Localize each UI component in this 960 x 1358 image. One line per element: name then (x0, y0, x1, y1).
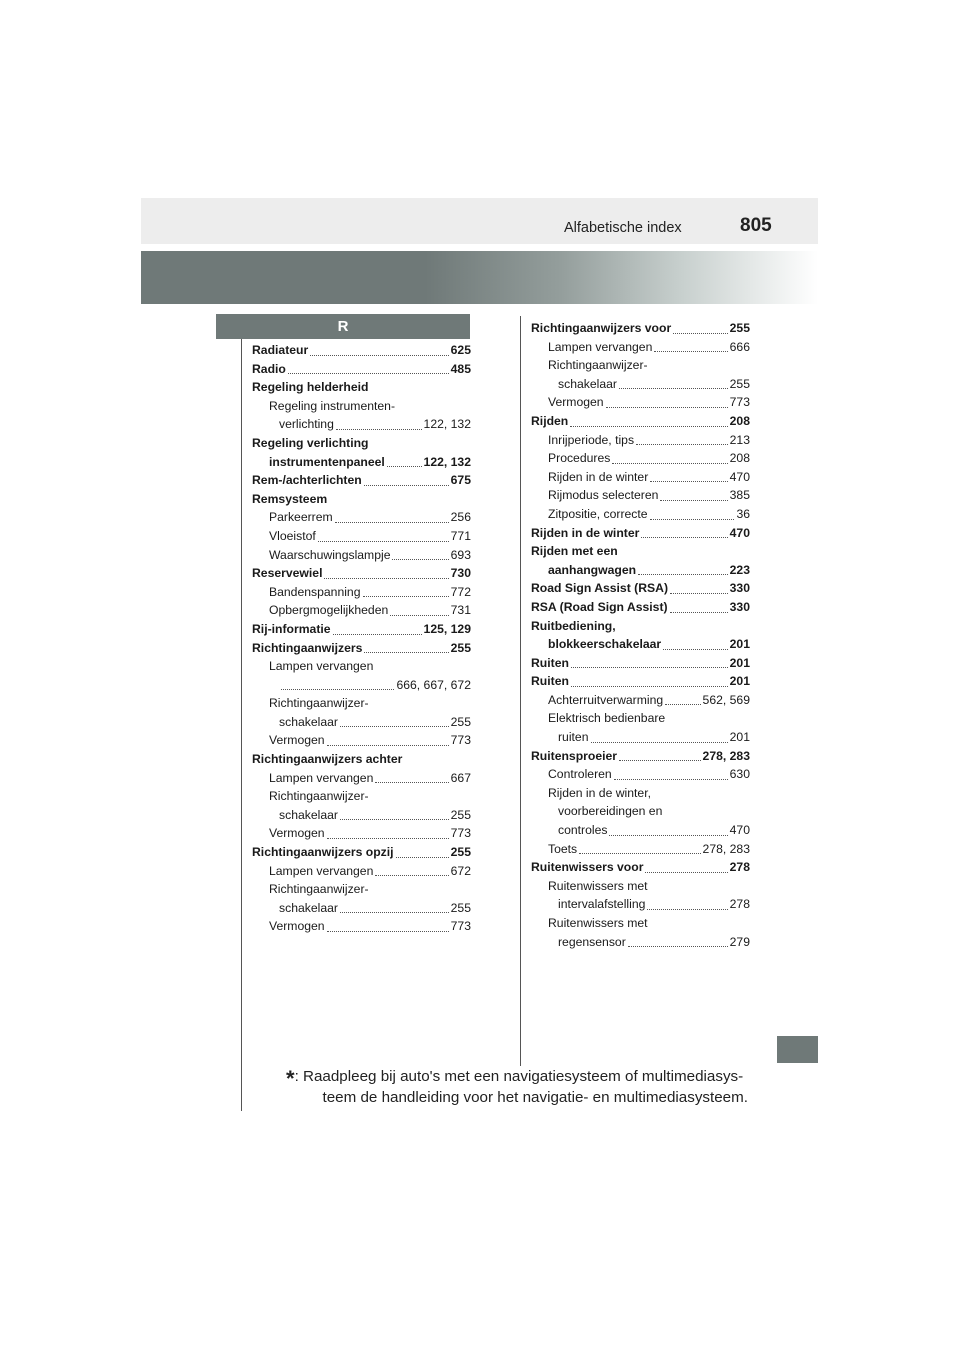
index-entry (252, 341, 471, 360)
index-entry (531, 356, 750, 375)
dot-leader (571, 667, 728, 668)
index-term: Lampen vervangen (548, 339, 653, 354)
index-page-ref[interactable]: 773 (450, 826, 471, 841)
index-entry (531, 784, 750, 803)
dot-leader (636, 444, 728, 445)
index-term: Richtingaanwijzers achter (252, 752, 403, 767)
index-term: Vermogen (269, 826, 325, 841)
index-term: aanhangwagen (548, 562, 637, 577)
index-term: Lampen vervangen (269, 659, 374, 674)
index-entry (531, 858, 750, 877)
dot-leader (638, 574, 728, 575)
dot-leader (375, 782, 448, 783)
footnote (286, 1066, 748, 1108)
index-term: Rij-informatie (252, 621, 331, 636)
index-page-ref[interactable]: 675 (450, 473, 471, 488)
dot-leader (645, 872, 727, 873)
index-page-ref[interactable]: 470 (729, 525, 750, 540)
index-term: schakelaar (279, 900, 338, 915)
index-entry (252, 434, 471, 453)
index-term: Richtingaanwijzers opzij (252, 845, 394, 860)
dot-leader (375, 875, 448, 876)
index-entry (531, 412, 750, 431)
dot-leader (288, 373, 449, 374)
dot-leader (670, 612, 728, 613)
index-term: voorbereidingen en (558, 804, 663, 819)
index-page-ref[interactable]: 279 (729, 934, 750, 949)
index-term: Remsysteem (252, 491, 328, 506)
header-band (141, 198, 818, 244)
index-page-ref[interactable]: 122, 132 (423, 454, 471, 469)
index-entry (531, 840, 750, 859)
index-term: regensensor (558, 934, 626, 949)
index-page-ref[interactable]: 772 (450, 584, 471, 599)
index-entry (531, 524, 750, 543)
index-page-ref[interactable]: 771 (450, 528, 471, 543)
index-entry (531, 338, 750, 357)
index-term: Ruitenwissers met (548, 916, 648, 930)
dot-leader (591, 742, 728, 743)
index-term: Zitpositie, correcte (548, 506, 648, 521)
index-page-ref[interactable]: 278 (729, 897, 750, 912)
dot-leader (619, 760, 701, 761)
dot-leader (647, 909, 727, 910)
index-entry (531, 598, 750, 617)
index-entry (252, 880, 471, 899)
index-page-ref[interactable]: 255 (729, 376, 750, 391)
dot-leader (641, 537, 727, 538)
index-entry (531, 914, 750, 933)
dot-leader (318, 541, 449, 542)
index-entry (252, 694, 471, 713)
index-term: Richtingaanwijzer- (269, 789, 369, 804)
dot-leader (663, 649, 728, 650)
index-page-ref[interactable]: 255 (450, 900, 471, 915)
index-entry (531, 877, 750, 896)
dot-leader (650, 519, 735, 520)
index-page-ref[interactable]: 208 (729, 413, 750, 428)
dot-leader (363, 596, 449, 597)
footnote-text-1: : Raadpleeg bij auto's met een navigatiesysteem of multimediasys- (294, 1068, 744, 1085)
dot-leader (570, 426, 727, 427)
index-page-ref[interactable]: 255 (450, 807, 471, 822)
dot-leader (364, 485, 449, 486)
index-page-ref[interactable]: 201 (729, 730, 750, 745)
index-term: Ruitenwissers met (548, 878, 648, 893)
index-page-ref[interactable]: 330 (729, 599, 750, 614)
index-entry (531, 728, 750, 747)
dot-leader (327, 931, 449, 932)
index-entry (252, 639, 471, 658)
index-entry (252, 546, 471, 565)
index-entry (531, 468, 750, 487)
index-term: Toets (548, 841, 578, 856)
dot-leader (335, 522, 449, 523)
index-term: Richtingaanwijzer- (548, 358, 648, 373)
index-page-ref[interactable]: 667 (450, 770, 471, 785)
index-term: instrumentenpaneel (269, 454, 385, 469)
index-entry (531, 579, 750, 598)
dot-leader (340, 912, 449, 913)
index-term: Rijden (531, 413, 569, 428)
index-entry (252, 824, 471, 843)
dot-leader (619, 388, 728, 389)
dot-leader (340, 819, 449, 820)
index-entry (531, 542, 750, 561)
index-term: Richtingaanwijzers voor (531, 321, 672, 335)
index-entry (531, 617, 750, 636)
index-entry (531, 486, 750, 505)
index-page-ref[interactable]: 730 (450, 566, 471, 581)
index-entry (531, 449, 750, 468)
dot-leader (670, 593, 728, 594)
dot-leader (650, 481, 727, 482)
index-term: Regeling helderheid (252, 380, 369, 395)
index-term: Opbergmogelijkheden (269, 603, 389, 618)
index-term: Vermogen (269, 733, 325, 748)
index-page-ref[interactable]: 278 (729, 860, 750, 875)
index-entry (252, 583, 471, 602)
dot-leader (364, 652, 448, 653)
index-term: schakelaar (279, 714, 338, 729)
index-entry (531, 709, 750, 728)
index-entry (252, 601, 471, 620)
index-entry (252, 731, 471, 750)
index-entry (252, 843, 471, 862)
index-entry (531, 431, 750, 450)
dot-leader (336, 429, 422, 430)
dot-leader (387, 466, 422, 467)
index-page-ref[interactable]: 666, 667, 672 (396, 677, 471, 692)
index-entry (252, 397, 471, 416)
dot-leader (665, 704, 700, 705)
index-entry (252, 564, 471, 583)
index-page-ref[interactable]: 201 (729, 655, 750, 670)
index-entry (531, 635, 750, 654)
index-page-ref[interactable]: 213 (729, 432, 750, 447)
dot-leader (606, 407, 728, 408)
index-term: Reservewiel (252, 566, 323, 581)
dot-leader (654, 351, 727, 352)
index-term: Lampen vervangen (269, 770, 374, 785)
index-page-ref[interactable]: 278, 283 (702, 748, 750, 763)
dot-leader (327, 745, 449, 746)
index-entry (252, 415, 471, 434)
index-column-right (531, 319, 750, 951)
index-term: Vermogen (269, 919, 325, 934)
index-page-ref[interactable]: 122, 132 (423, 417, 471, 432)
index-entry (252, 750, 471, 769)
index-term: Elektrisch bedienbare (548, 711, 666, 726)
index-entry (252, 769, 471, 788)
index-term: Ruitensproeier (531, 748, 618, 763)
index-term: Lampen vervangen (269, 863, 374, 878)
index-entry (531, 691, 750, 710)
index-page-ref[interactable]: 125, 129 (423, 621, 471, 636)
index-entry (531, 375, 750, 394)
index-term: Vloeistof (269, 528, 316, 543)
index-term: Ruitbediening, (531, 618, 616, 633)
dot-leader (340, 726, 449, 727)
index-term: Regeling instrumenten- (269, 398, 396, 413)
index-entry (531, 561, 750, 580)
index-page-ref[interactable]: 201 (729, 674, 750, 689)
footnote-line-1 (286, 1066, 748, 1091)
index-entry (531, 505, 750, 524)
dot-leader (673, 333, 727, 334)
index-entry (252, 508, 471, 527)
index-term: Richtingaanwijzer- (269, 696, 369, 711)
index-term: Rem-/achterlichten (252, 473, 362, 488)
index-term: ruiten (558, 730, 589, 745)
index-term: Vermogen (548, 395, 604, 410)
dot-leader (579, 853, 700, 854)
index-page-ref[interactable]: 255 (450, 845, 471, 860)
index-page-ref[interactable]: 330 (729, 581, 750, 596)
index-entry (252, 527, 471, 546)
index-entry (531, 802, 750, 821)
dot-leader (609, 835, 727, 836)
index-term: Richtingaanwijzers (252, 640, 363, 655)
index-entry (252, 657, 471, 676)
index-term: Procedures (548, 451, 611, 466)
index-term: Parkeerrem (269, 510, 333, 525)
index-term: Ruiten (531, 655, 569, 670)
dot-leader (390, 615, 448, 616)
index-page-ref[interactable]: 201 (729, 637, 750, 652)
index-term: schakelaar (558, 376, 617, 391)
index-page-ref[interactable]: 666 (729, 339, 750, 354)
footnote-marker: * (286, 1066, 295, 1091)
index-page-ref[interactable]: 731 (450, 603, 471, 618)
index-term: Ruitenwissers voor (531, 860, 644, 875)
index-entry (252, 620, 471, 639)
index-entry (252, 676, 471, 695)
section-letter-band: R (216, 314, 470, 339)
index-page-ref[interactable]: 693 (450, 547, 471, 562)
index-term: Inrijperiode, tips (548, 432, 635, 447)
index-entry (252, 917, 471, 936)
decorative-gradient-band (141, 251, 818, 304)
index-term: Richtingaanwijzer- (269, 882, 369, 897)
dot-leader (396, 857, 449, 858)
index-page-ref[interactable]: 773 (729, 395, 750, 410)
index-term: Rijden in de winter (531, 525, 640, 540)
index-entry (252, 471, 471, 490)
dot-leader (333, 634, 422, 635)
index-term: Bandenspanning (269, 584, 361, 599)
index-term: Rijden in de winter, (548, 785, 651, 800)
header-title: Alfabetische index (564, 220, 682, 236)
index-term: Ruiten (531, 674, 569, 689)
index-page-ref[interactable]: 255 (729, 321, 750, 335)
dot-leader (612, 463, 727, 464)
index-page-ref[interactable]: 470 (729, 823, 750, 838)
column-left-divider (241, 339, 242, 1111)
dot-leader (660, 500, 727, 501)
index-entry (531, 895, 750, 914)
index-term: Waarschuwingslampje (269, 547, 391, 562)
index-entry (531, 821, 750, 840)
dot-leader (310, 355, 448, 356)
index-entry (531, 672, 750, 691)
index-term: Regeling verlichting (252, 435, 369, 450)
index-page-ref[interactable]: 773 (450, 733, 471, 748)
index-term: Radio (252, 361, 286, 376)
index-entry (252, 899, 471, 918)
index-column-left (252, 341, 471, 936)
index-page-ref[interactable]: 625 (450, 343, 471, 357)
column-middle-divider (520, 316, 521, 1066)
page-number: 805 (740, 215, 772, 236)
index-term: Radiateur (252, 343, 309, 357)
index-term: Road Sign Assist (RSA) (531, 581, 669, 596)
index-page-ref[interactable]: 36 (736, 506, 750, 521)
index-term: Achterruitverwarming (548, 692, 664, 707)
index-term: Rijden met een (531, 544, 618, 559)
index-entry (531, 933, 750, 952)
index-entry (531, 654, 750, 673)
dot-leader (614, 779, 728, 780)
index-entry (252, 787, 471, 806)
index-page-ref[interactable]: 672 (450, 863, 471, 878)
index-page-ref[interactable]: 773 (450, 919, 471, 934)
index-entry (531, 747, 750, 766)
dot-leader (392, 559, 448, 560)
index-page-ref[interactable]: 630 (729, 767, 750, 782)
index-term: Rijmodus selecteren (548, 488, 659, 503)
index-page-ref[interactable]: 562, 569 (702, 692, 750, 707)
dot-leader (628, 946, 728, 947)
index-entry (252, 378, 471, 397)
dot-leader (324, 578, 448, 579)
footnote-line-2: teem de handleiding voor het navigatie- en multimediasysteem. (322, 1089, 748, 1106)
index-entry (531, 319, 750, 338)
index-entry (531, 765, 750, 784)
index-page-ref[interactable]: 208 (729, 451, 750, 466)
index-page-ref[interactable]: 223 (729, 562, 750, 577)
index-entry (252, 862, 471, 881)
index-page-ref[interactable]: 255 (450, 640, 471, 655)
index-page-ref[interactable]: 385 (729, 488, 750, 503)
index-term: schakelaar (279, 807, 338, 822)
dot-leader (327, 838, 449, 839)
dot-leader (281, 689, 394, 690)
index-entry (252, 490, 471, 509)
index-term: blokkeerschakelaar (548, 637, 662, 652)
index-entry (252, 713, 471, 732)
index-term: intervalafstelling (558, 897, 646, 912)
index-term: RSA (Road Sign Assist) (531, 599, 668, 614)
index-term: Controleren (548, 767, 612, 782)
chapter-thumb-tab (777, 1036, 818, 1063)
index-term: verlichting (279, 417, 334, 432)
dot-leader (571, 686, 728, 687)
index-page-ref[interactable]: 255 (450, 714, 471, 729)
index-page-ref[interactable]: 485 (450, 361, 471, 376)
index-entry (252, 806, 471, 825)
index-entry (252, 453, 471, 472)
index-term: controles (558, 823, 608, 838)
index-page-ref[interactable]: 470 (729, 469, 750, 484)
index-page-ref[interactable]: 256 (450, 510, 471, 525)
index-term: Rijden in de winter (548, 469, 649, 484)
index-page-ref[interactable]: 278, 283 (702, 841, 750, 856)
index-entry (531, 393, 750, 412)
index-entry (252, 360, 471, 379)
